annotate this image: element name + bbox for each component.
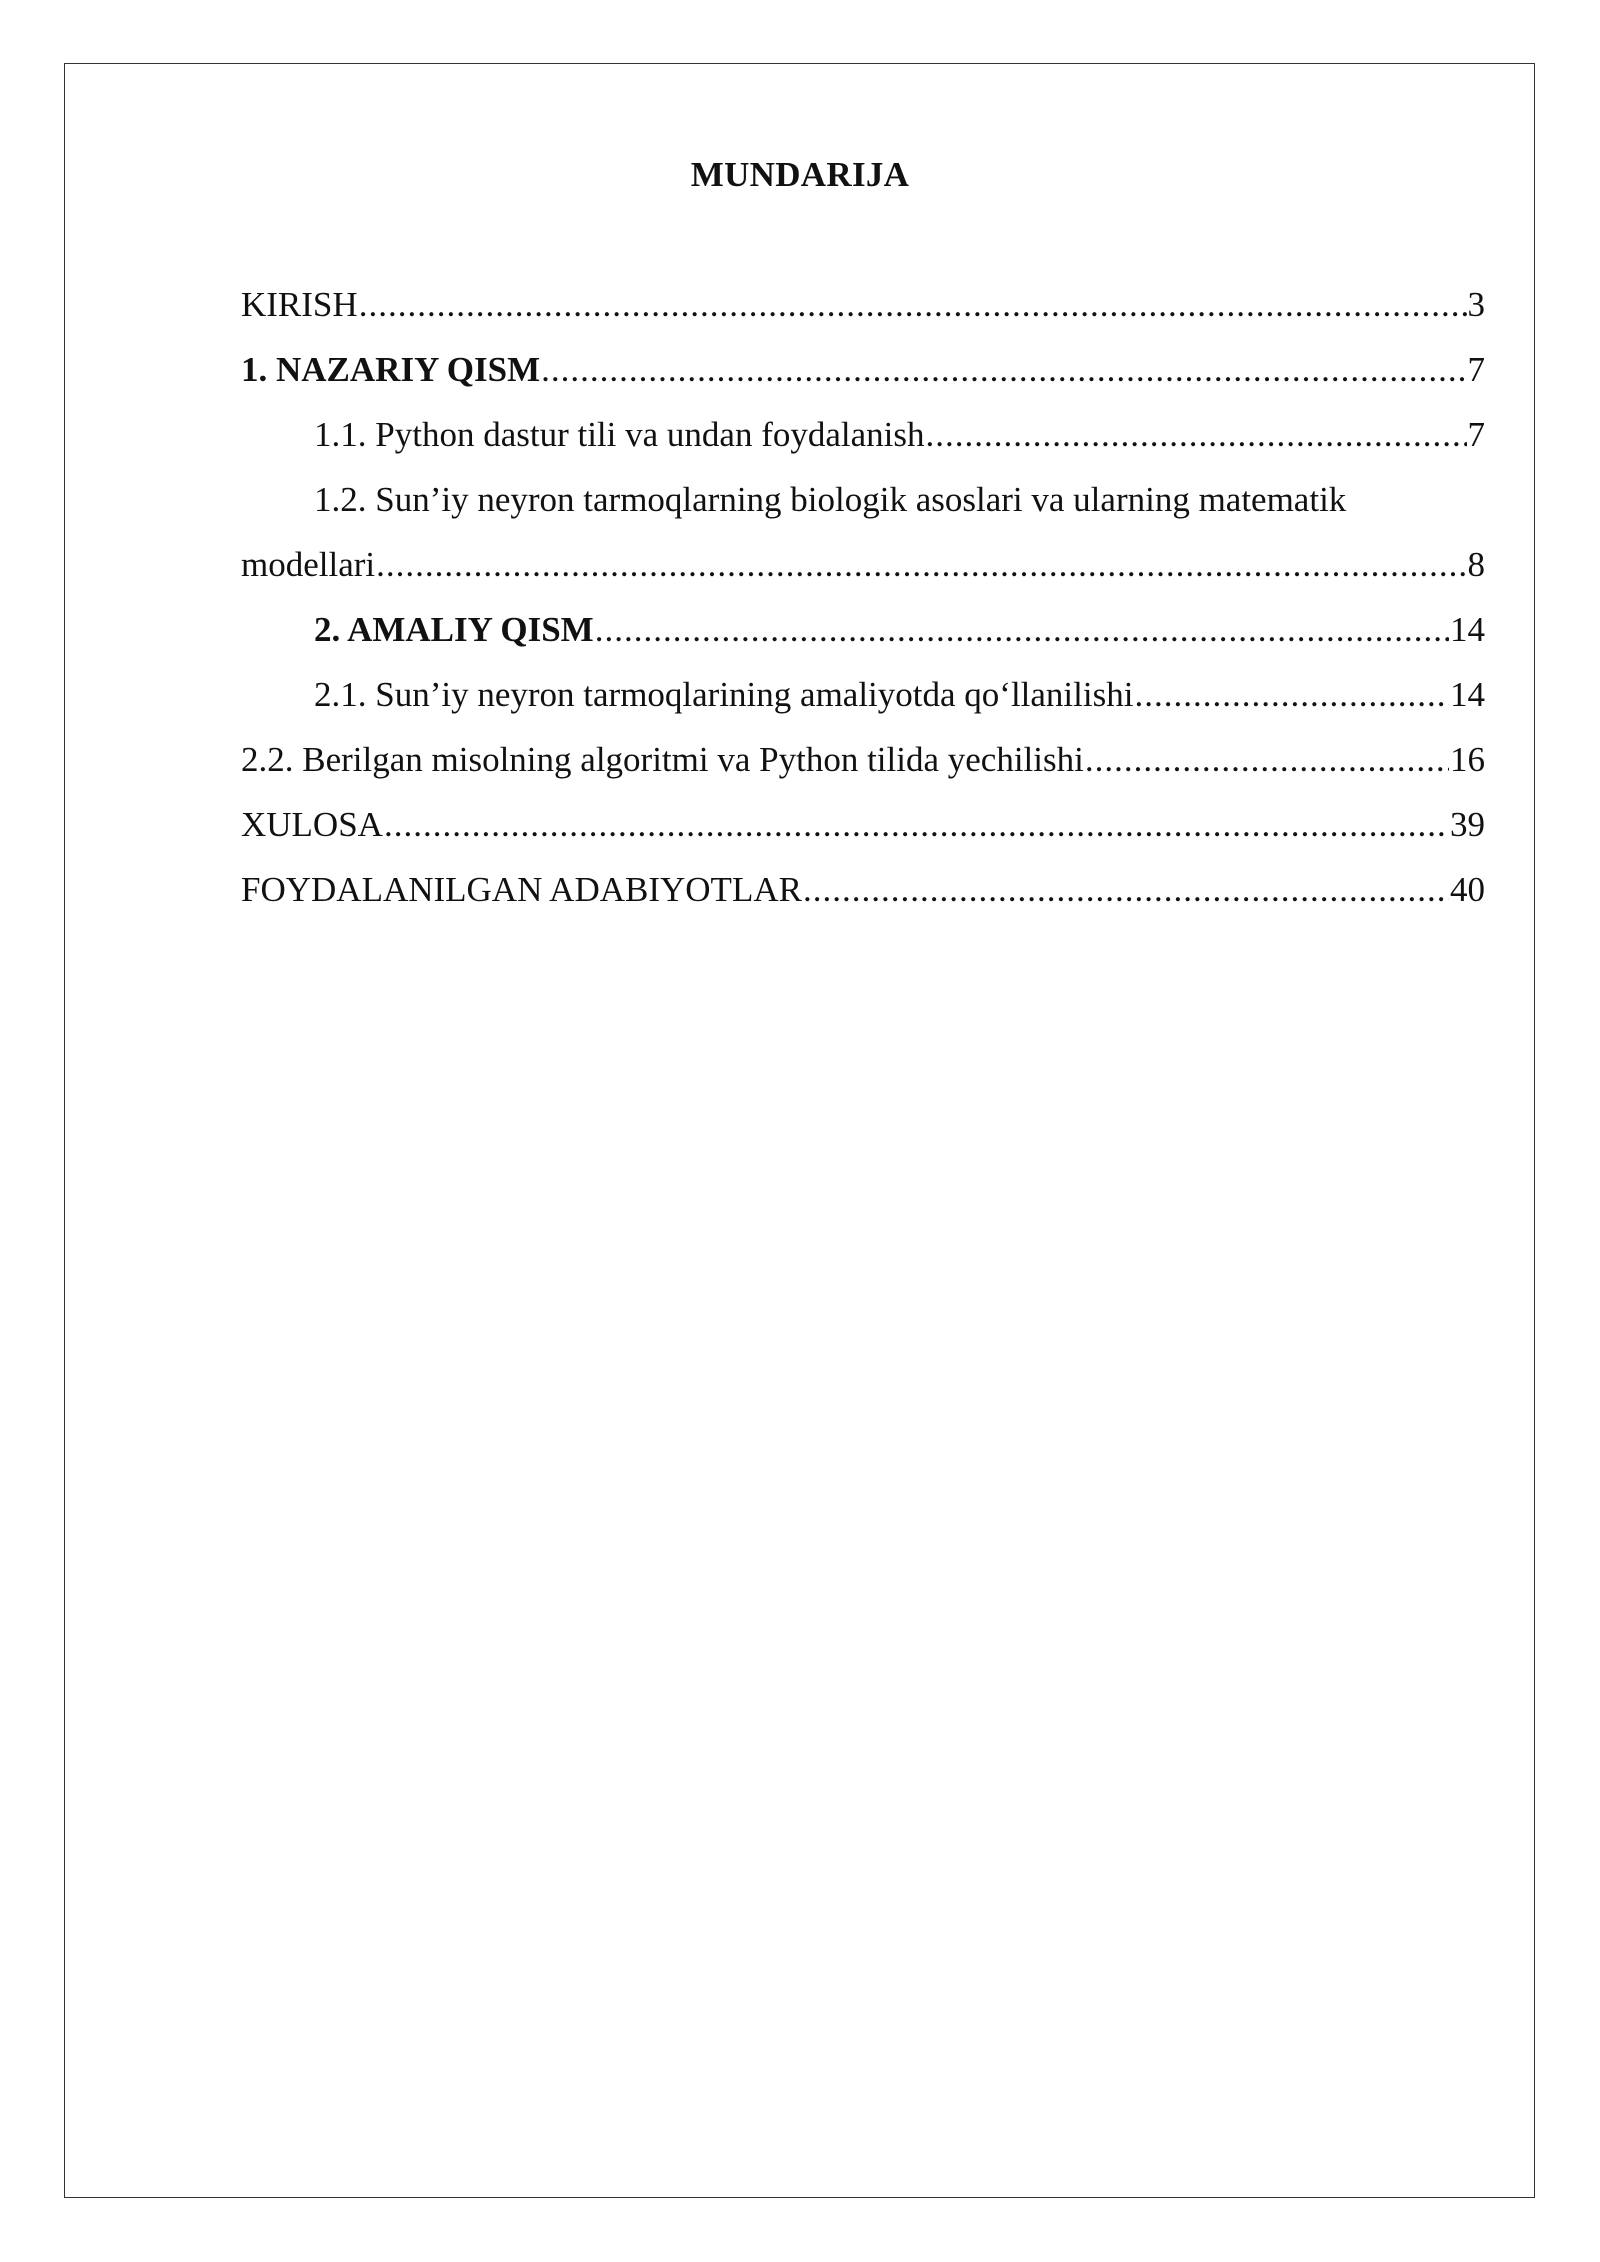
toc-leader-dots [541,345,1466,395]
toc-leader-dots [595,605,1449,655]
toc-entry-2-2[interactable] [241,735,1485,800]
toc-entry-page: 14 [1450,610,1485,649]
toc-entry-page: 40 [1450,870,1485,909]
page-title: MUNDARIJA [690,155,910,194]
toc-entry-label: 1. NAZARIY QISM [241,350,541,389]
toc-leader-dots [376,540,1466,590]
toc-entry-label: modellari [241,545,376,584]
toc-entry-label: XULOSA [241,805,383,844]
toc-entry-xulosa[interactable] [241,800,1485,865]
toc-entry-2-1[interactable] [241,670,1485,735]
toc-leader-dots [803,865,1449,915]
toc-entry-page: 3 [1467,285,1485,324]
toc-entry-nazariy-qism[interactable] [241,345,1485,410]
toc-entry-foydalanilgan-adabiyotlar[interactable] [241,865,1485,930]
toc-leader-dots [925,410,1466,460]
toc-entry-page: 14 [1450,675,1485,714]
toc-entry-page: 16 [1450,740,1485,779]
toc-leader-dots [359,280,1467,330]
toc-entry-label: 2. AMALIY QISM [314,610,594,649]
toc-entry-label: 2.2. Berilgan misolning algoritmi va Python tilida yechilishi [241,740,1084,779]
toc-leader-dots [384,800,1449,850]
toc-entry-label: 2.1. Sun’iy neyron tarmoqlarining amaliyotda qo‘llanilishi [314,675,1134,714]
toc-entry-label: 1.1. Python dastur tili va undan foydalanish [314,415,925,454]
toc-entry-page: 39 [1450,805,1485,844]
toc-entry-page: 7 [1467,350,1485,389]
toc-entry-1-2[interactable] [241,475,1485,540]
toc-entry-label: 1.2. Sun’iy neyron tarmoqlarning biologik asoslari va ularning matematik [314,480,1347,519]
toc-entry-page: 7 [1467,415,1485,454]
table-of-contents [241,280,1485,930]
toc-entry-label: KIRISH [241,285,358,324]
toc-entry-label: FOYDALANILGAN ADABIYOTLAR [241,870,802,909]
toc-entry-kirish[interactable] [241,280,1485,345]
toc-entry-amaliy-qism[interactable] [241,605,1485,670]
toc-entry-1-1[interactable] [241,410,1485,475]
toc-entry-1-2-continued[interactable] [241,540,1485,605]
toc-leader-dots [1085,735,1449,785]
toc-leader-dots [1134,670,1449,720]
toc-entry-page: 8 [1467,545,1485,584]
